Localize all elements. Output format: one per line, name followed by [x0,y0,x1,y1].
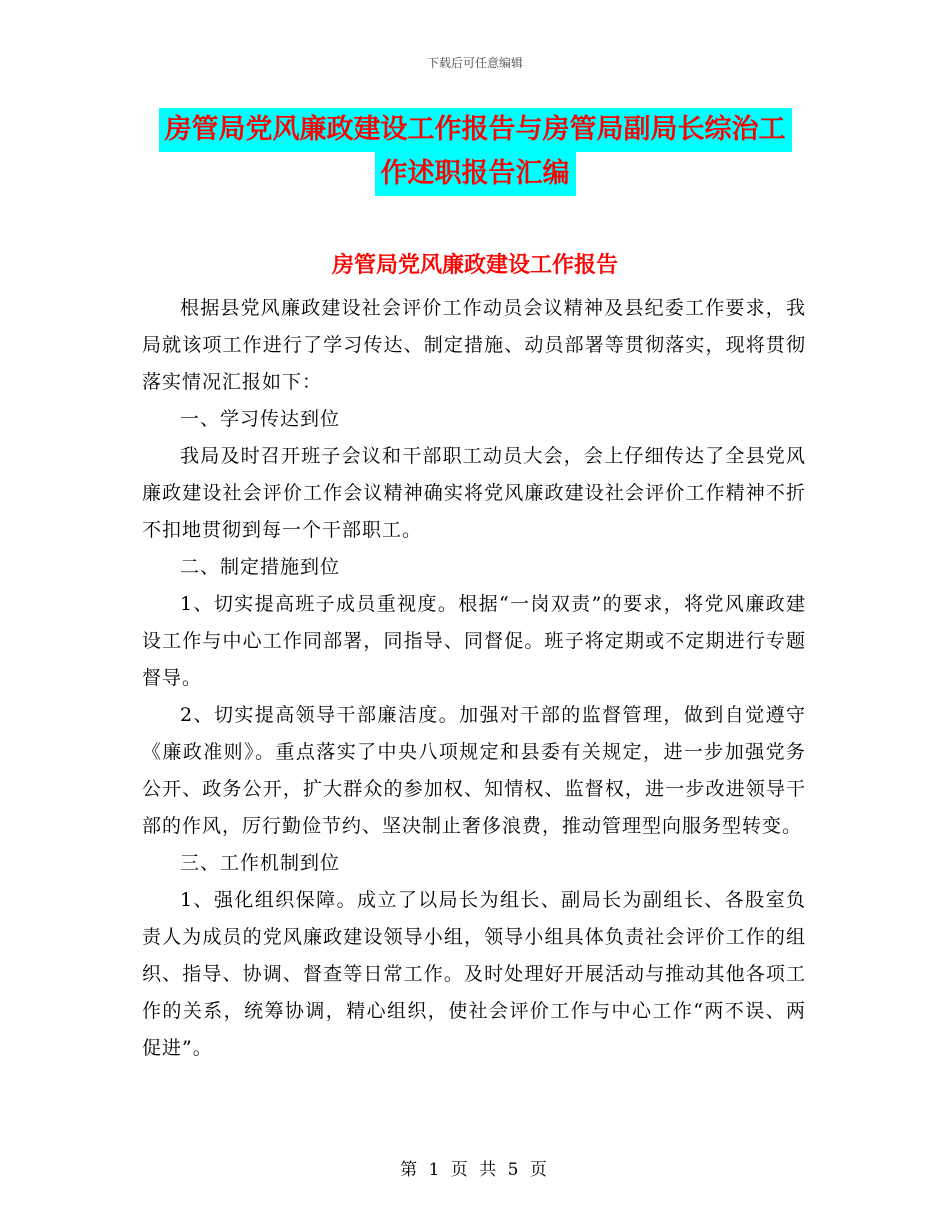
paragraph-mechanism-1: 1、强化组织保障。成立了以局长为组长、副局长为副组长、各股室负责人为成员的党风廉政建设领导小组，领导小组具体负责社会评价工作的组织、指导、协调、督查等日常工作。及时处理好开展活动与推动其他各项工作的关系，统筹协调，精心组织，使社会评价工作与中心工作“两不误、两促进”。 [142,889,806,1059]
title-line-1: 房管局党风廉政建设工作报告与房管局副局长综治工 [159,108,792,152]
heading-study: 一、学习传达到位 [180,408,341,430]
heading-measures: 二、制定措施到位 [180,556,341,578]
header-note: 下载后可任意编辑 [426,56,523,70]
paragraph-measure-2: 2、切实提高领导干部廉洁度。加强对干部的监督管理，做到自觉遵守《廉政准则》。重点落实了中央八项规定和县委有关规定，进一步加强党务公开、政务公开，扩大群众的参加权、知情权、监督权，进一步改进领导干部的作风，厉行勤俭节约、坚决制止奢侈浪费，推动管理型向服务型转变。 [142,704,806,837]
paragraph-measure-1: 1、切实提高班子成员重视度。根据“一岗双责”的要求，将党风廉政建设工作与中心工作同部署，同指导、同督促。班子将定期或不定期进行专题督导。 [142,593,806,689]
document-body [142,290,806,1067]
document-title [140,108,810,196]
paragraph-intro: 根据县党风廉政建设社会评价工作动员会议精神及县纪委工作要求，我局就该项工作进行了学习传达、制定措施、动员部署等贯彻落实，现将贯彻落实情况汇报如下： [142,297,806,393]
heading-mechanism: 三、工作机制到位 [180,852,341,874]
title-line-2: 作述职报告汇编 [375,152,576,196]
page-number-footer: 第 1 页 共 5 页 [400,1160,550,1180]
section-title: 房管局党风廉政建设工作报告 [331,252,618,278]
paragraph-study: 我局及时召开班子会议和干部职工动员大会，会上仔细传达了全县党风廉政建设社会评价工作会议精神确实将党风廉政建设社会评价工作精神不折不扣地贯彻到每一个干部职工。 [142,445,806,541]
